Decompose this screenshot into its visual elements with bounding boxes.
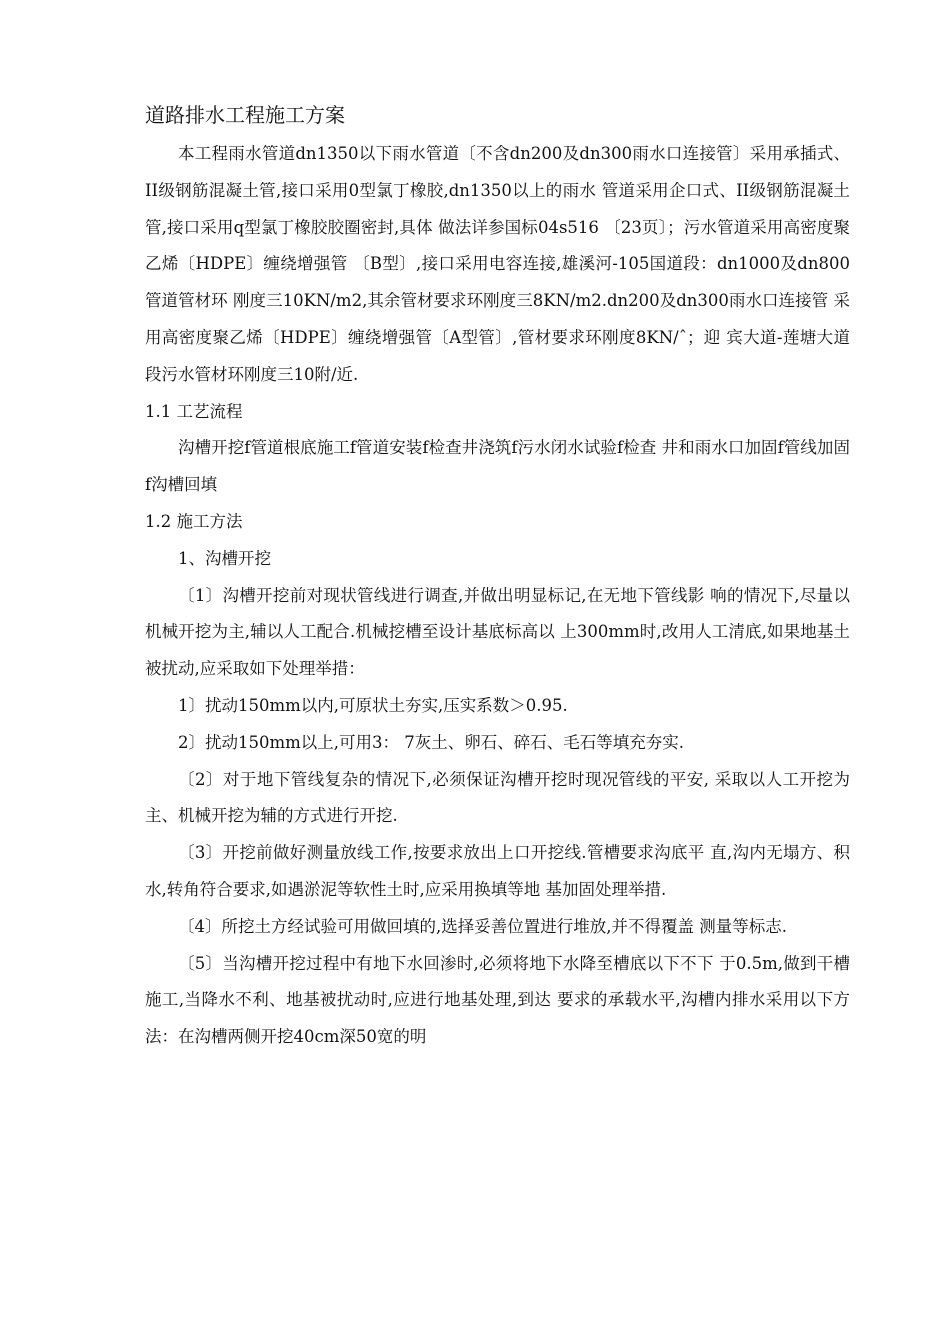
process-flow-paragraph: 沟槽开挖f管道根底施工f管道安装f检查井浇筑f污水闭水试验f检查 井和雨水口加固f管线加固f沟槽回填 xyxy=(145,438,850,495)
paragraph-item-2: 〔2〕对于地下管线复杂的情况下,必须保证沟槽开挖时现况管线的平安, 采取以人工开挖为主、机械开挖为辅的方式进行开挖. xyxy=(145,769,850,826)
paragraph-item-5: 〔5〕当沟槽开挖过程中有地下水回渗时,必须将地下水降至槽底以下不下 于0.5m,做到干槽施工,当降水不利、地基被扰动时,应进行地基处理,到达 要求的承载水平,沟槽内排水采用以下方法：在沟槽两侧开挖40cm深50宽的明 xyxy=(145,953,850,1047)
paragraph-item-1: 〔1〕沟槽开挖前对现状管线进行调查,并做出明显标记,在无地下管线影 响的情况下,尽量以机械开挖为主,辅以人工配合.机械挖槽至设计基底标高以 上300mm时,改用人工清底,如果地基土被扰动,应采取如下处理举措： xyxy=(145,585,850,679)
paragraph-item-4: 〔4〕所挖土方经试验可用做回填的,选择妥善位置进行堆放,并不得覆盖 测量等标志. xyxy=(178,916,787,936)
intro-paragraph: 本工程雨水管道dn1350以下雨水管道〔不含dn200及dn300雨水口连接管〕采用承插式、II级钢筋混凝土管,接口采用0型氯丁橡胶,dn1350以上的雨水 管道采用企口式、II级钢筋混凝土管,接口采用q型氯丁橡胶胶圈密封,具体 做法详参国标04s516 〔23页〕；污水管道采用高密度聚乙烯〔HDPE〕缠绕增强管 〔B型〕,接口采用电容连接,雄溪河-105国道段：dn1000及dn800管道管材环 刚度三10KN/m2,其余管材要求环刚度三8KN/m2.dn200及dn300雨水口连接管 采用高密度聚乙烯〔HDPE〕缠绕增强管〔A型管〕,管材要求环刚度8KN/ˆ；迎 宾大道-莲塘大道段污水管材环刚度三10附/近. xyxy=(145,144,850,384)
section-heading-1-1: 1.1 工艺流程 xyxy=(145,401,243,421)
paragraph-item-1-b: 2〕扰动150mm以上,可用3： 7灰土、卵石、碎石、毛石等填充夯实. xyxy=(178,732,685,752)
paragraph-item-3: 〔3〕开挖前做好测量放线工作,按要求放出上口开挖线.管槽要求沟底平 直,沟内无塌方、积水,转角符合要求,如遇淤泥等软性土时,应采用换填等地 基加固处理举措. xyxy=(145,843,850,899)
paragraph-item-1-a: 1〕扰动150mm以内,可原状土夯实,压实系数＞0.95. xyxy=(178,695,568,715)
document-title: 道路排水工程施工方案 xyxy=(145,103,345,127)
subheading-trench-excavation: 1、沟槽开挖 xyxy=(178,548,271,568)
document-body xyxy=(145,98,850,1056)
section-heading-1-2: 1.2 施工方法 xyxy=(145,511,243,531)
